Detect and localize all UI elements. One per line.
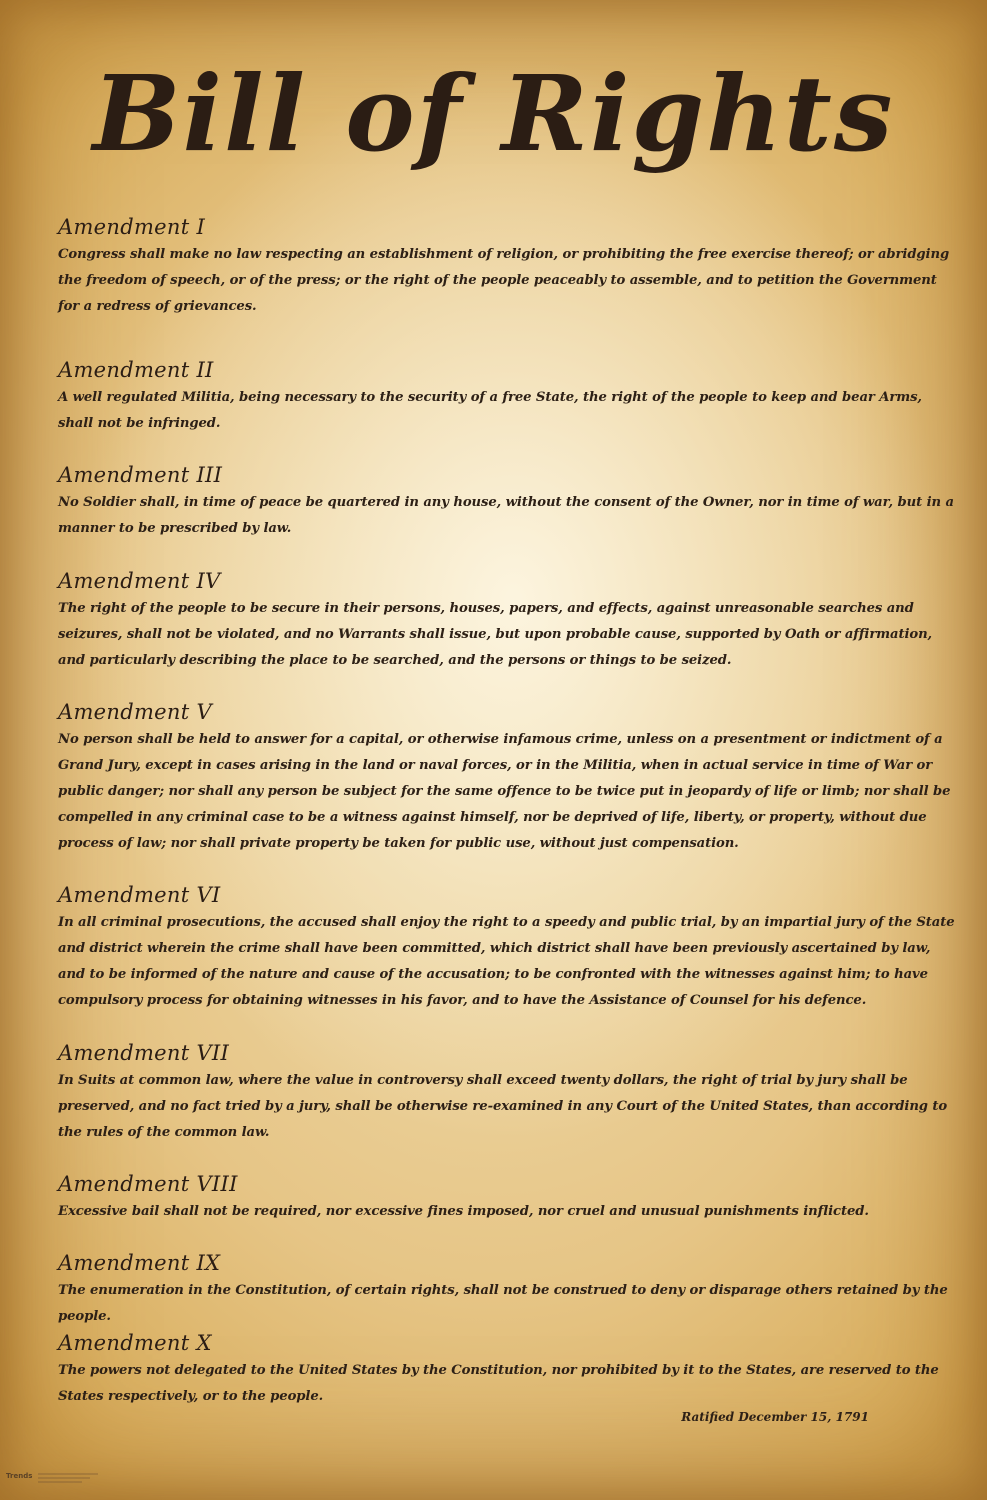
amendment-5 xyxy=(58,699,958,882)
amendment-7 xyxy=(58,1040,958,1171)
amendment-heading: Amendment IV xyxy=(58,569,221,593)
publisher-logo: Trends xyxy=(6,1472,33,1480)
amendment-text: The powers not delegated to the United States by the Constitution, nor prohibited by it to the States, are reserved to the States respectively, or to the people. xyxy=(58,1363,939,1404)
amendment-4 xyxy=(58,568,958,699)
amendment-1 xyxy=(58,214,958,357)
amendments-list xyxy=(58,214,958,1410)
amendment-6 xyxy=(58,882,958,1040)
amendment-8 xyxy=(58,1171,958,1250)
amendment-text: In all criminal prosecutions, the accused shall enjoy the right to a speedy and public trial, by an impartial jury of the State and district wherein the crime shall have been committed, which district shall have been previously ascertained by law, and to be informed of the nature and cause of the accusation; to be confronted with the witnesses against him; to have compulsory process for obtaining witnesses in his favor, and to have the Assistance of Counsel for his defence. xyxy=(58,915,955,1008)
amendment-text: Congress shall make no law respecting an establishment of religion, or prohibiting the free exercise thereof; or abridging the freedom of speech, or of the press; or the right of the people peaceably to assemble, and to petition the Government for a redress of grievances. xyxy=(58,247,950,314)
amendment-heading: Amendment IX xyxy=(58,1251,221,1275)
amendment-text: Excessive bail shall not be required, nor excessive fines imposed, nor cruel and unusual punishments inflicted. xyxy=(58,1204,869,1219)
amendment-10 xyxy=(58,1330,958,1410)
amendment-heading: Amendment VI xyxy=(58,883,221,907)
amendment-heading: Amendment II xyxy=(58,358,214,382)
amendment-heading: Amendment V xyxy=(58,700,212,724)
amendment-3 xyxy=(58,462,958,568)
amendment-text: No person shall be held to answer for a capital, or otherwise infamous crime, unless on a presentment or indictment of a Grand Jury, except in cases arising in the land or naval forces, or in the Militia, when in actual service in time of War or public danger; nor shall any person be subject for the same offence to be twice put in jeopardy of life or limb; nor shall be compelled in any criminal case to be a witness against himself, nor be deprived of life, liberty, or property, without due process of law; nor shall private property be taken for public use, without just compensation. xyxy=(58,732,951,851)
amendment-text: The enumeration in the Constitution, of certain rights, shall not be construed to deny or disparage others retained by the people. xyxy=(58,1283,948,1324)
amendment-text: No Soldier shall, in time of peace be quartered in any house, without the consent of the Owner, nor in time of war, but in a manner to be prescribed by law. xyxy=(58,495,954,536)
amendment-9 xyxy=(58,1250,958,1330)
amendment-heading: Amendment VIII xyxy=(58,1172,238,1196)
amendment-heading: Amendment VII xyxy=(58,1041,230,1065)
amendment-2 xyxy=(58,357,958,462)
amendment-text: A well regulated Militia, being necessary to the security of a free State, the right of the people to keep and bear Arms, shall not be infringed. xyxy=(58,390,922,431)
amendment-text: In Suits at common law, where the value in controversy shall exceed twenty dollars, the right of trial by jury shall be preserved, and no fact tried by a jury, shall be otherwise re-examined in any Court of the United States, than according to the rules of the common law. xyxy=(58,1073,948,1140)
amendment-heading: Amendment III xyxy=(58,463,223,487)
amendment-text: The right of the people to be secure in their persons, houses, papers, and effects, against unreasonable searches and seizures, shall not be violated, and no Warrants shall issue, but upon probable cause, supported by Oath or affirmation, and particularly describing the place to be searched, and the persons or things to be seized. xyxy=(58,601,933,668)
page-title: Bill of Rights xyxy=(92,52,895,175)
amendment-heading: Amendment X xyxy=(58,1331,212,1355)
ratification-date: Ratified December 15, 1791 xyxy=(681,1410,869,1424)
fine-print xyxy=(38,1473,110,1483)
publisher-credit xyxy=(6,1473,110,1493)
amendment-heading: Amendment I xyxy=(58,215,206,239)
